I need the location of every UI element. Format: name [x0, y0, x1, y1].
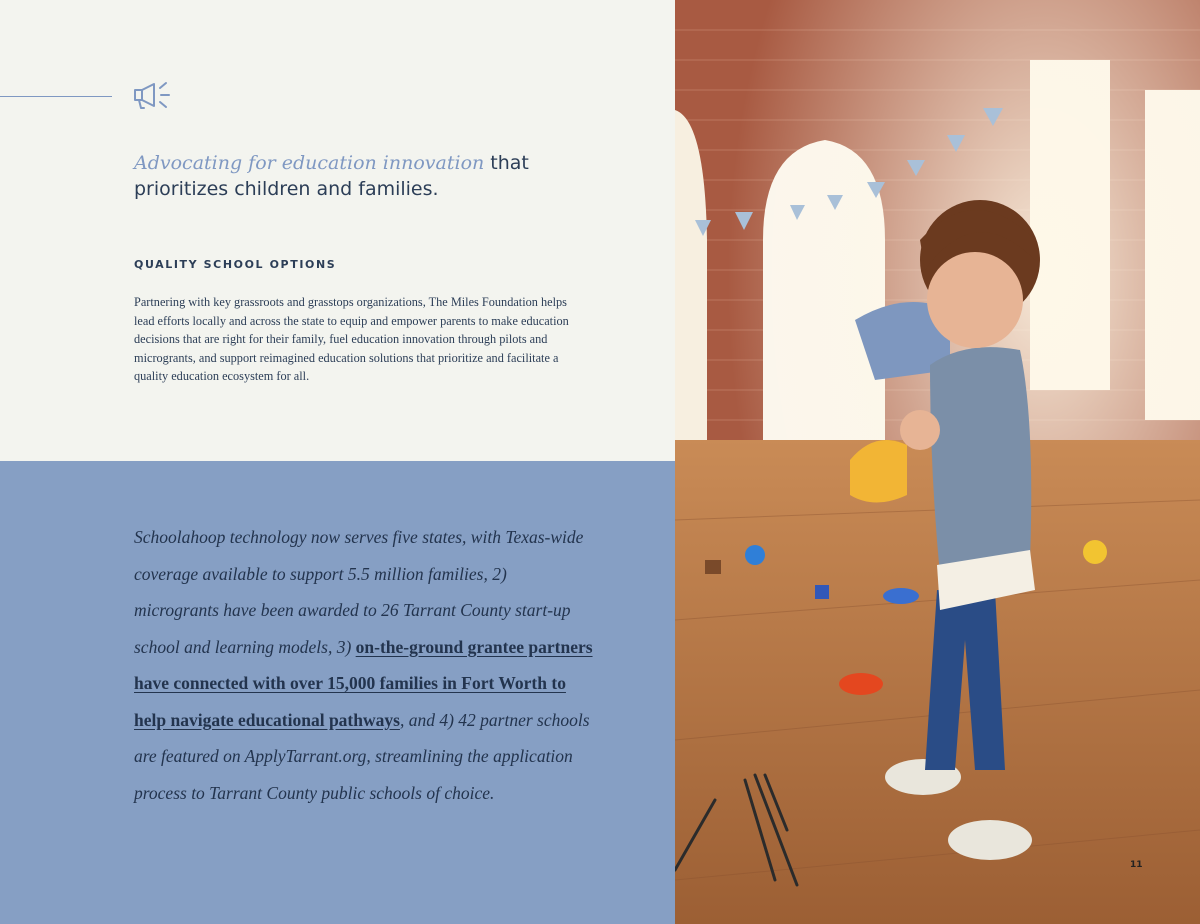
section-body: Partnering with key grassroots and grasstops organizations, The Miles Foundation helps lead efforts locally and across the state to equip and empower parents to make education decisions that are right for their family, fuel education innovation through pilots and microgrants, and support reimagined education solutions that prioritize and facilitate a quality education ecosystem for all.: [134, 295, 569, 383]
quote-part-1: Schoolahoop technology now serves five states, with Texas-wide coverage available to support 5.5 million families, 2) microgrants have been awarded to 26 Tarrant County start-up school and learning models, 3): [134, 527, 584, 657]
megaphone-icon: [132, 78, 176, 114]
headline: [134, 150, 634, 202]
section-label: QUALITY SCHOOL OPTIONS: [134, 258, 337, 271]
child-playing-photo: [675, 0, 1200, 924]
headline-rest-2: prioritizes children and families.: [134, 178, 439, 200]
headline-rest-1: that: [484, 152, 529, 174]
accent-rule: [0, 96, 112, 97]
headline-emphasis: Advocating for education innovation: [134, 152, 485, 174]
page-number: 11: [1130, 860, 1143, 870]
grantee-partners-link[interactable]: on-the-ground grantee partners have connected with over 15,000 families in Fort Worth to help navigate educational pathways: [134, 636, 593, 730]
quote-part-2: , and 4) 42 partner schools are featured on ApplyTarrant.org, streamlining the application process to Tarrant County public schools of choice.: [134, 709, 590, 803]
top-left-panel: [0, 0, 675, 461]
quote-text: [134, 519, 594, 811]
